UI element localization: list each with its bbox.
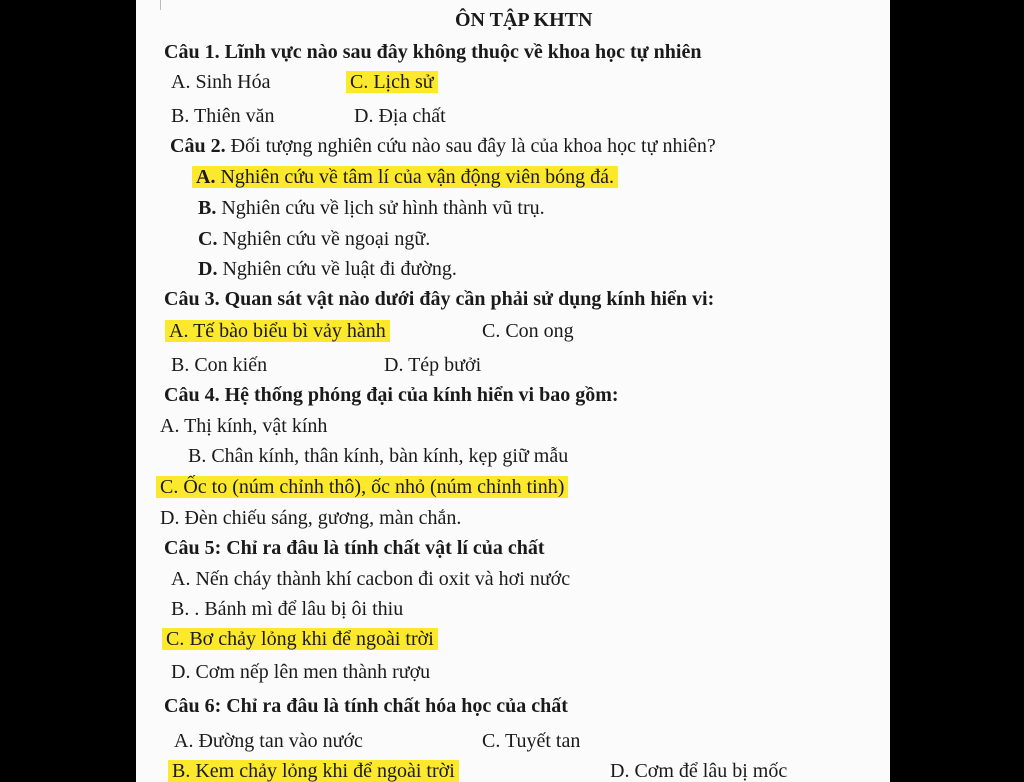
- page-margin-mark: [160, 0, 161, 10]
- q3-option-b: B. Con kiến: [171, 354, 268, 376]
- q2-option-b: [198, 197, 545, 219]
- question-3: Câu 3. Quan sát vật nào dưới đây cần phải sử dụng kính hiển vi:: [164, 288, 715, 310]
- q6-option-a: A. Đường tan vào nước: [174, 730, 363, 752]
- q2-option-a-highlighted: [192, 166, 618, 188]
- q2-c-text: Nghiên cứu về ngoại ngữ.: [217, 228, 431, 250]
- q1-option-b: B. Thiên văn: [171, 105, 275, 127]
- q2-label: Câu 2.: [170, 135, 226, 157]
- q4-option-d: D. Đèn chiếu sáng, gương, màn chắn.: [160, 507, 462, 529]
- q5-option-b: B. . Bánh mì để lâu bị ôi thiu: [171, 598, 404, 620]
- q4-option-c-highlighted: C. Ốc to (núm chỉnh thô), ốc nhỏ (núm chỉnh tinh): [156, 476, 568, 498]
- q2-c-key: C.: [198, 228, 218, 250]
- q5-option-d: D. Cơm nếp lên men thành rượu: [171, 661, 431, 683]
- q3-option-c: C. Con ong: [482, 320, 574, 342]
- question-1: Câu 1. Lĩnh vực nào sau đây không thuộc về khoa học tự nhiên: [164, 41, 702, 63]
- question-4: Câu 4. Hệ thống phóng đại của kính hiển vi bao gồm:: [164, 384, 619, 406]
- question-6: Câu 6: Chỉ ra đâu là tính chất hóa học của chất: [164, 695, 568, 717]
- question-2: [170, 135, 716, 157]
- q1-option-a: A. Sinh Hóa: [171, 71, 271, 93]
- question-5: Câu 5: Chỉ ra đâu là tính chất vật lí của chất: [164, 537, 545, 559]
- q3-option-a-highlighted: A. Tế bào biểu bì vảy hành: [165, 320, 390, 342]
- q6-option-d: D. Cơm để lâu bị mốc: [610, 760, 788, 782]
- q6-option-b-highlighted: B. Kem chảy lỏng khi để ngoài trời: [168, 760, 459, 782]
- q2-b-key: B.: [198, 197, 217, 219]
- q6-option-c: C. Tuyết tan: [482, 730, 581, 752]
- q2-d-key: D.: [198, 258, 218, 280]
- q3-option-d: D. Tép bưởi: [384, 354, 482, 376]
- q2-a-key: A.: [196, 166, 216, 188]
- document-page: [136, 0, 890, 782]
- document-title: ÔN TẬP KHTN: [455, 9, 593, 31]
- q1-option-c-highlighted: C. Lịch sử: [346, 71, 438, 93]
- q5-option-c-highlighted: C. Bơ chảy lỏng khi để ngoài trời: [162, 628, 438, 650]
- q2-a-text: Nghiên cứu về tâm lí của vận động viên bóng đá.: [215, 166, 614, 188]
- q2-option-c: [198, 228, 430, 250]
- q4-option-b: B. Chân kính, thân kính, bàn kính, kẹp giữ mẫu: [188, 445, 569, 467]
- q2-option-d: [198, 258, 457, 280]
- q2-text: Đối tượng nghiên cứu nào sau đây là của khoa học tự nhiên?: [225, 135, 716, 157]
- q2-d-text: Nghiên cứu về luật đi đường.: [217, 258, 457, 280]
- q5-option-a: A. Nến cháy thành khí cacbon đi oxit và hơi nước: [171, 568, 571, 590]
- q2-b-text: Nghiên cứu về lịch sử hình thành vũ trụ.: [216, 197, 545, 219]
- q1-option-d: D. Địa chất: [354, 105, 446, 127]
- q4-option-a: A. Thị kính, vật kính: [160, 415, 328, 437]
